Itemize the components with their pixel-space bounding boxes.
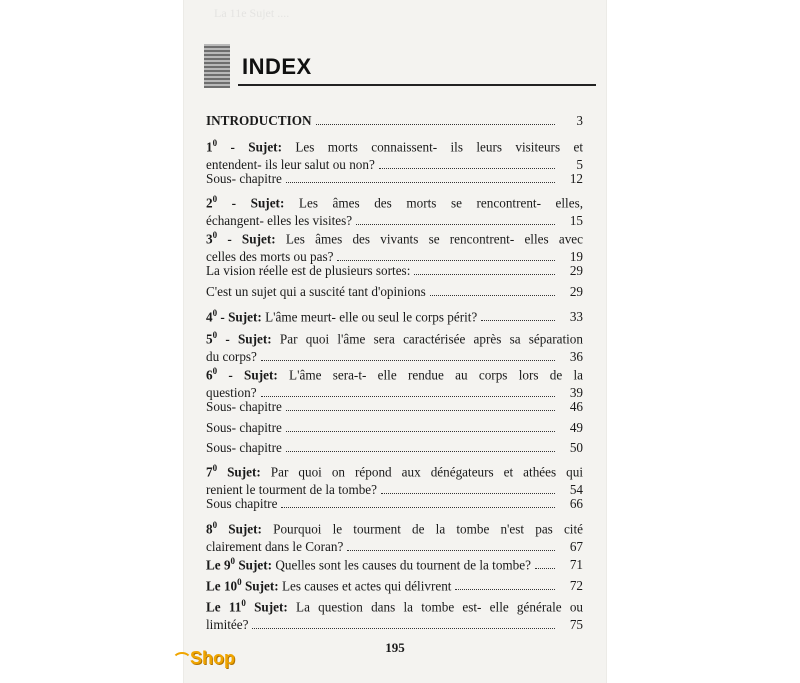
toc-entry-number: 8	[206, 521, 213, 537]
toc-entry-page: 72	[569, 578, 583, 594]
toc-entry-page: 39	[569, 385, 583, 401]
toc-leader-dots	[455, 589, 555, 590]
toc-entry	[206, 190, 583, 230]
toc-entry-line	[206, 262, 583, 280]
toc-entry-superscript: 0	[212, 308, 218, 318]
toc-entry-number: Le 10	[206, 578, 238, 594]
toc-entry-page: 36	[569, 349, 583, 365]
toc-entry-page: 29	[569, 263, 583, 278]
toc-entry-line	[206, 190, 583, 212]
toc-leader-dots	[286, 451, 555, 452]
page-number: 195	[385, 640, 405, 655]
toc-entry-title: C'est un sujet qui a suscité tant d'opinions	[206, 284, 426, 299]
toc-entry-line	[206, 112, 583, 130]
toc-entry-superscript: 0	[212, 330, 218, 340]
toc-leader-dots	[252, 628, 555, 629]
toc-leader-dots	[414, 274, 555, 275]
index-title: INDEX	[242, 54, 312, 79]
toc-entry-number: 2	[206, 195, 213, 211]
toc-entry	[206, 262, 583, 280]
toc-entry-title: Les âmes des vivants se rencontrent- elles avec	[275, 231, 583, 247]
toc-entry-page: 46	[569, 399, 583, 414]
toc-entry-heading	[206, 304, 477, 326]
toc-entry-title: Les causes et actes qui délivrent	[278, 578, 452, 594]
toc-entry-page: 75	[569, 617, 583, 633]
toc-entry	[206, 495, 583, 513]
toc-entry-page: 67	[569, 539, 583, 555]
shop-logo-swirl-icon	[172, 652, 192, 670]
toc-entry	[206, 573, 583, 595]
toc-entry-label: - Sujet:	[217, 195, 285, 211]
toc-entry-page: 15	[569, 213, 583, 229]
toc-entry-title: La question dans la tombe est- elle générale ou	[287, 599, 584, 615]
toc-entry-superscript: 0	[241, 598, 246, 608]
toc-entry-title-cont: clairement dans le Coran?	[206, 539, 344, 555]
index-rule	[238, 84, 596, 86]
toc-entry-title: L'âme sera-t- elle rendue au corps lors de la	[277, 367, 583, 383]
bleed-through-text: La 11e Sujet ....	[214, 6, 290, 20]
toc-entry-line	[206, 283, 583, 301]
book-page	[184, 0, 606, 683]
toc-entry	[206, 170, 583, 188]
toc-entry	[206, 362, 583, 402]
toc-entry-line	[206, 552, 583, 574]
toc-entry-page: 54	[569, 482, 583, 498]
toc-entry-page: 12	[569, 171, 583, 186]
toc-entry-superscript: 0	[237, 577, 242, 587]
toc-entry-number: 3	[206, 231, 213, 247]
toc-entry-title: Quelles sont les causes du tournent de la tombe?	[272, 557, 531, 573]
toc-entry-line	[206, 439, 583, 457]
toc-entry-line	[206, 419, 583, 437]
toc-entry-heading	[206, 573, 451, 595]
toc-entry-title-cont: du corps?	[206, 349, 257, 365]
toc-entry-number: 5	[206, 331, 213, 347]
toc-entry-page: 71	[569, 557, 583, 573]
toc-entry-superscript: 0	[212, 520, 218, 530]
toc-entry-page: 49	[569, 420, 583, 435]
toc-entry-label: Sujet:	[217, 521, 262, 537]
toc-entry-line	[206, 134, 583, 156]
toc-entry-label: Sujet:	[235, 557, 273, 573]
index-header	[204, 44, 596, 88]
toc-entry-title-cont: échangent- elles les visites?	[206, 213, 353, 229]
toc-entry-line	[206, 459, 583, 481]
toc-entry	[206, 304, 583, 326]
toc-entry-page: 66	[569, 496, 583, 511]
toc-entry	[206, 552, 583, 574]
toc-entry-page: 50	[569, 440, 583, 455]
toc-entry-label: Sujet:	[241, 578, 279, 594]
toc-leader-dots	[535, 568, 555, 569]
toc-entry-title: Par quoi on répond aux dénégateurs et athées qui	[260, 464, 583, 480]
toc-entry-title-cont: entendent- ils leur salut ou non?	[206, 157, 375, 173]
toc-entry-label: Sujet:	[217, 464, 261, 480]
toc-entry-label: Sujet:	[245, 599, 288, 615]
toc-entry-line	[206, 495, 583, 513]
toc-entry-title: L'âme meurt- elle ou seul le corps périt?	[261, 309, 478, 325]
toc-leader-dots	[281, 507, 555, 508]
toc-entry-line	[206, 170, 583, 188]
toc-leader-dots	[286, 410, 555, 411]
toc-entry-title-cont: question?	[206, 385, 257, 401]
index-header-bar	[204, 44, 230, 88]
toc-entry	[206, 594, 583, 634]
toc-entry	[206, 134, 583, 174]
toc-entry-title: La vision réelle est de plusieurs sortes:	[206, 263, 411, 278]
toc-entry-number: 4	[206, 309, 213, 325]
toc-entry-superscript: 0	[230, 556, 236, 566]
toc-entry-superscript: 0	[212, 230, 218, 240]
toc-entry	[206, 419, 583, 437]
toc-entry-page: 29	[569, 284, 583, 299]
toc-entry-number: 6	[206, 367, 213, 383]
toc-entry	[206, 226, 583, 266]
toc-leader-dots	[481, 320, 555, 321]
toc-entry-superscript: 0	[212, 366, 218, 376]
toc-entry-superscript: 0	[212, 463, 218, 473]
toc-entry-number: 7	[206, 464, 213, 480]
toc-entry-superscript: 0	[212, 194, 218, 204]
toc-entry-title: Sous- chapitre	[206, 171, 282, 186]
toc-entry-number: Le 9	[206, 557, 231, 573]
toc-entry	[206, 439, 583, 457]
toc-entry-title-cont: renient le tourment de la tombe?	[206, 482, 378, 498]
toc-leader-dots	[286, 431, 555, 432]
toc-entry-title: Pourquoi le tourment de la tombe n'est pas cité	[261, 521, 583, 537]
toc-entry-line	[206, 516, 583, 538]
toc-entry-page: 5	[576, 157, 583, 173]
toc-entry-label: - Sujet:	[217, 331, 272, 347]
toc-entry-title: Les morts connaissent- ils leurs visiteurs et	[281, 139, 583, 155]
toc-leader-dots	[286, 182, 555, 183]
toc-entry-line	[206, 594, 583, 616]
toc-entry-line	[206, 226, 583, 248]
toc-entry-number: Le 11	[206, 599, 242, 615]
toc-entry-title: Les âmes des morts se rencontrent- elles,	[284, 195, 584, 211]
toc-entry-label: - Sujet:	[217, 367, 278, 383]
toc-entry-line	[206, 398, 583, 416]
toc-entry-line	[206, 304, 583, 326]
toc-entry-title: Par quoi l'âme sera caractérisée après sa séparation	[271, 331, 583, 347]
toc-entry-label: - Sujet:	[217, 231, 276, 247]
toc-entry	[206, 516, 583, 556]
toc-entry	[206, 398, 583, 416]
toc-entry-title: Sous- chapitre	[206, 420, 282, 435]
toc-entry	[206, 459, 583, 499]
toc-entry-page: 19	[569, 249, 583, 265]
toc-entry-number: 1	[206, 139, 213, 155]
toc-entry-label: - Sujet:	[217, 309, 262, 325]
toc-entry-title-cont: celles des morts ou pas?	[206, 249, 334, 265]
toc-entry-heading	[206, 552, 531, 574]
toc-entry	[206, 326, 583, 366]
toc-entry-title: Sous- chapitre	[206, 440, 282, 455]
toc-entry-page: 33	[569, 309, 583, 325]
toc-entry-superscript: 0	[212, 138, 218, 148]
toc-entry-line	[206, 362, 583, 384]
toc-entry	[206, 283, 583, 301]
toc-entry-line	[206, 573, 583, 595]
shop-logo: Shop	[190, 648, 235, 668]
toc-entry-page: 3	[576, 113, 583, 128]
toc-entry	[206, 112, 583, 130]
toc-entry-line	[206, 326, 583, 348]
toc-entry-title: Sous chapitre	[206, 496, 278, 511]
toc-entry-title: INTRODUCTION	[206, 113, 312, 128]
toc-leader-dots	[316, 124, 555, 125]
toc-entry-label: - Sujet:	[217, 139, 282, 155]
toc-leader-dots	[430, 295, 555, 296]
toc-entry-line	[206, 616, 583, 634]
toc-entry-title: Sous- chapitre	[206, 399, 282, 414]
toc-entry-title-cont: limitée?	[206, 617, 249, 633]
